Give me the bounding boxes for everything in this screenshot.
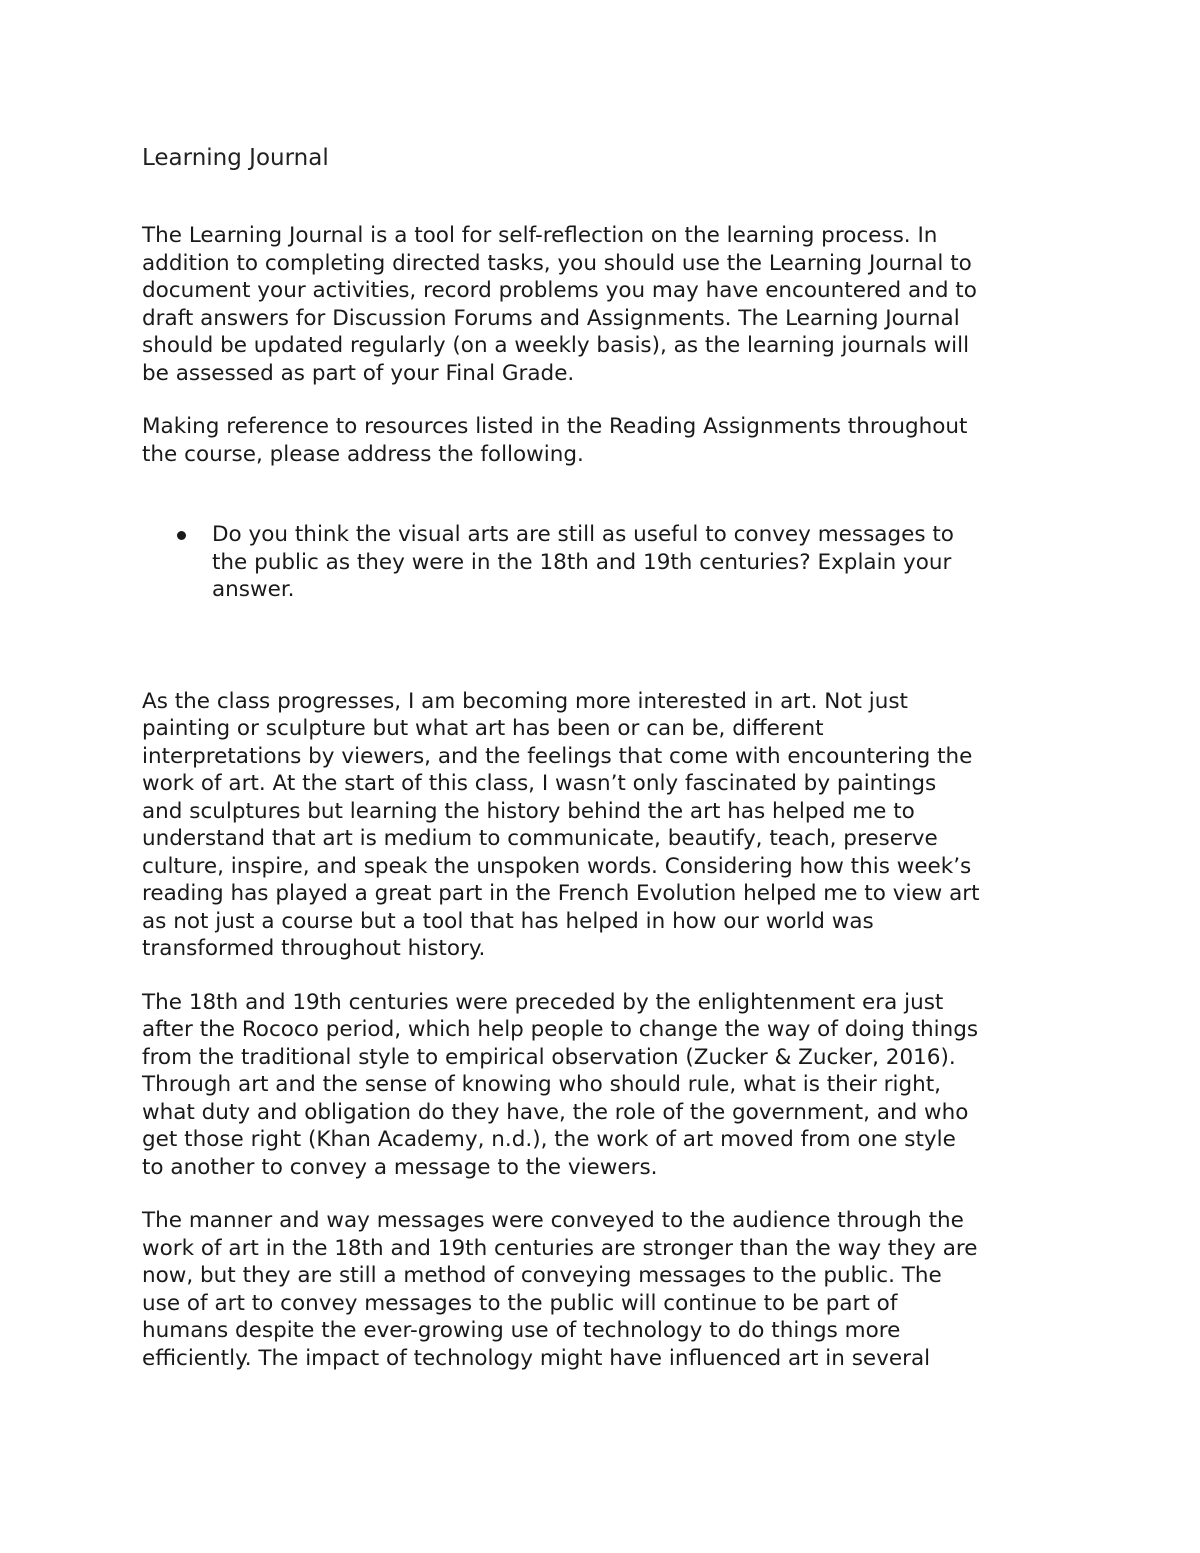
text-line: work of art. At the start of this class, I wasn’t only fascinated by paintings — [142, 771, 937, 796]
intro-paragraph — [142, 222, 1072, 387]
text-line: reading has played a great part in the French Evolution helped me to view art — [142, 881, 980, 906]
text-line: Making reference to resources listed in the Reading Assignments throughout — [142, 414, 968, 439]
text-line: interpretations by viewers, and the feelings that come with encountering the — [142, 743, 973, 769]
text-line: humans despite the ever-growing use of technology to do things more — [142, 1318, 901, 1343]
text-line: painting or sculpture but what art has been or can be, different — [142, 716, 824, 741]
text-line: document your activities, record problems you may have encountered and to — [142, 278, 977, 303]
text-line: As the class progresses, I am becoming more interested in art. Not just — [142, 688, 908, 714]
text-line: draft answers for Discussion Forums and Assignments. The Learning Journal — [142, 305, 960, 331]
text-line: understand that art is medium to communicate, beautify, teach, preserve — [142, 826, 938, 851]
text-line: after the Rococo period, which help people to change the way of doing things — [142, 1017, 979, 1042]
text-line: get those right (Khan Academy, n.d.), the work of art moved from one style — [142, 1127, 956, 1152]
text-line: from the traditional style to empirical observation (Zucker & Zucker, 2016). — [142, 1044, 956, 1070]
text-line: what duty and obligation do they have, the role of the government, and who — [142, 1099, 969, 1125]
text-line: the public as they were in the 18th and 19th centuries? Explain your — [212, 549, 952, 575]
text-line: be assessed as part of your Final Grade. — [142, 360, 575, 386]
text-line: addition to completing directed tasks, you should use the Learning Journal to — [142, 250, 972, 276]
text-line: transformed throughout history. — [142, 936, 486, 961]
question-list — [142, 521, 1072, 604]
answer-paragraph-2 — [142, 989, 1072, 1182]
instruction-paragraph — [142, 413, 1072, 468]
text-line: The Learning Journal is a tool for self-reflection on the learning process. In — [142, 223, 938, 248]
text-line: and sculptures but learning the history behind the art has helped me to — [142, 798, 915, 824]
text-line: to another to convey a message to the viewers. — [142, 1154, 658, 1180]
text-line: efficiently. The impact of technology might have influenced art in several — [142, 1345, 931, 1371]
text-line: Do you think the visual arts are still as useful to convey messages to — [212, 522, 954, 547]
answer-paragraph-3 — [142, 1207, 1072, 1372]
text-line: as not just a course but a tool that has helped in how our world was — [142, 908, 874, 934]
text-line: The manner and way messages were conveyed to the audience through the — [142, 1208, 964, 1233]
text-line: the course, please address the following. — [142, 441, 584, 467]
text-line: use of art to convey messages to the public will continue to be part of — [142, 1290, 898, 1316]
question-item — [142, 521, 1072, 604]
text-line: The 18th and 19th centuries were preceded by the enlightenment era just — [142, 989, 944, 1015]
text-line: answer. — [212, 577, 295, 602]
text-line: work of art in the 18th and 19th centuries are stronger than the way they are — [142, 1235, 978, 1261]
bullet-icon — [177, 531, 186, 540]
text-line: should be updated regularly (on a weekly basis), as the learning journals will — [142, 333, 970, 358]
document-page — [142, 140, 1072, 1372]
text-line: culture, inspire, and speak the unspoken words. Considering how this week’s — [142, 853, 972, 879]
text-line: now, but they are still a method of conveying messages to the public. The — [142, 1263, 942, 1288]
answer-paragraph-1 — [142, 688, 1072, 963]
document-title: Learning Journal — [142, 145, 329, 171]
text-line: Through art and the sense of knowing who should rule, what is their right, — [142, 1072, 942, 1097]
